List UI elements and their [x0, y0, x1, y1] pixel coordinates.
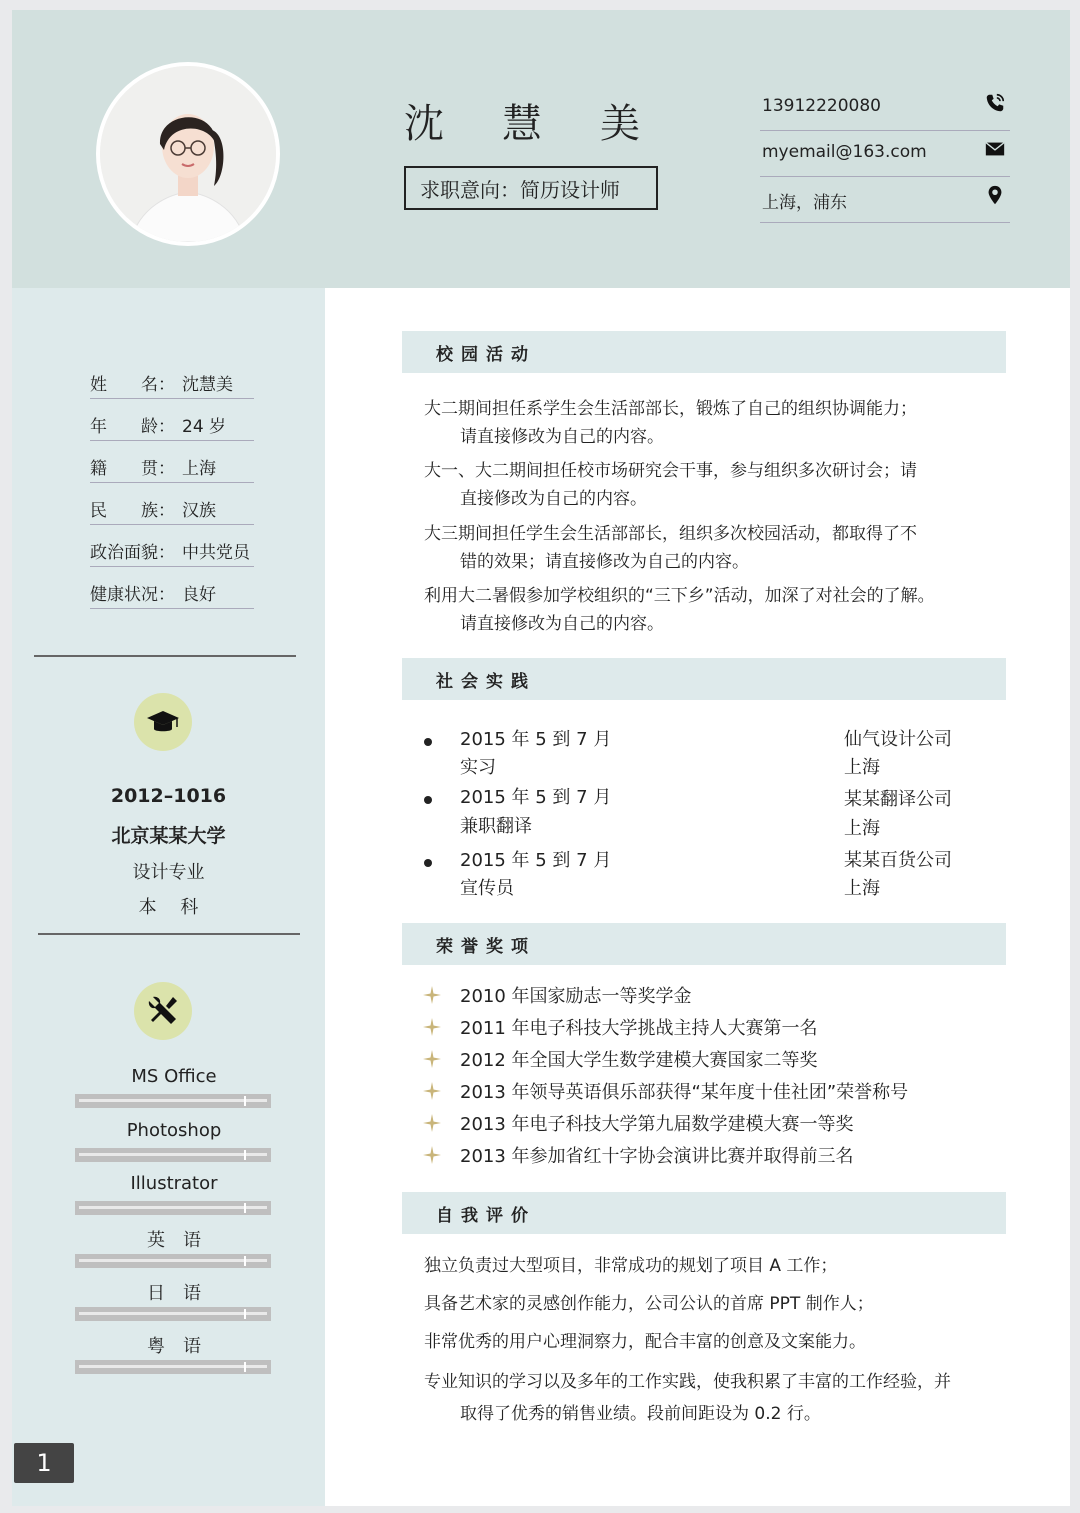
name-char: 沈: [404, 100, 444, 147]
star-icon: [422, 1145, 442, 1165]
info-label: 健康状况：: [90, 585, 175, 605]
honor-text: 2011 年电子科技大学挑战主持人大赛第一名: [460, 1018, 818, 1039]
skill-bar: [75, 1148, 271, 1162]
skill-bar-knob: [244, 1203, 246, 1213]
honor-item: [422, 1013, 818, 1041]
info-value: 良好: [182, 585, 216, 605]
star-icon: [422, 985, 442, 1005]
campus-item-line2: 请直接修改为自己的内容。: [460, 427, 664, 447]
sidebar: [12, 288, 325, 1506]
phone-icon: [984, 92, 1006, 114]
self-item-line2: 取得了优秀的销售业绩。段前间距设为 0.2 行。: [460, 1404, 821, 1424]
info-row: [90, 566, 254, 609]
practice-date: 2015 年 5 到 7 月: [460, 850, 612, 871]
self-item-line1: 具备艺术家的灵感创作能力，公司公认的首席 PPT 制作人；: [424, 1294, 874, 1314]
info-row: [90, 398, 254, 441]
section-practice-heading: 社会实践: [402, 658, 1006, 700]
skills-badge: [134, 982, 192, 1040]
campus-item: [424, 457, 984, 513]
education-years: 2012–1016: [110, 785, 227, 807]
skill-bar: [75, 1307, 271, 1321]
page-number-badge[interactable]: 1: [14, 1443, 74, 1483]
info-label: 民 族：: [90, 501, 175, 521]
contact-location: [760, 174, 1010, 223]
self-item-line1: 独立负责过大型项目，非常成功的规划了项目 A 工作；: [424, 1256, 838, 1276]
email-text: myemail@163.com: [762, 142, 927, 162]
profile-photo: [96, 62, 280, 246]
skill-bar-knob: [244, 1096, 246, 1106]
practice-role: 兼职翻译: [460, 816, 532, 837]
skill-bar: [75, 1254, 271, 1268]
phone-text: 13912220080: [762, 96, 881, 116]
divider: [38, 933, 300, 935]
info-row: [90, 356, 254, 399]
skill-name: 英 语: [147, 1230, 201, 1251]
practice-city: 上海: [844, 818, 880, 839]
skill-name: 日 语: [147, 1283, 201, 1304]
info-row: [90, 524, 254, 567]
contact-phone: [760, 82, 1010, 131]
campus-item-line1: 大一、大二期间担任校市场研究会干事，参与组织多次研讨会；请: [424, 461, 917, 481]
campus-item-line2: 请直接修改为自己的内容。: [460, 614, 664, 634]
honor-item: [422, 1045, 818, 1073]
skill-name: Illustrator: [130, 1173, 218, 1194]
candidate-name: [404, 88, 664, 152]
skill-bar: [75, 1201, 271, 1215]
skill-bar-fill: [79, 1206, 267, 1209]
honor-text: 2013 年参加省红十字协会演讲比赛并取得前三名: [460, 1146, 854, 1167]
practice-company: 仙气设计公司: [844, 729, 952, 750]
star-icon: [422, 1017, 442, 1037]
info-label: 政治面貌：: [90, 543, 175, 563]
info-label: 籍 贯：: [90, 459, 175, 479]
campus-item-line1: 大二期间担任系学生会生活部部长，锻炼了自己的组织协调能力；: [424, 399, 917, 419]
practice-date: 2015 年 5 到 7 月: [460, 729, 612, 750]
name-char: 美: [600, 100, 640, 147]
info-value: 中共党员: [182, 543, 250, 563]
practice-company: 某某翻译公司: [844, 789, 952, 810]
section-campus-heading: 校园活动: [402, 331, 1006, 373]
practice-city: 上海: [844, 757, 880, 778]
star-icon: [422, 1049, 442, 1069]
star-icon: [422, 1081, 442, 1101]
education-school: 北京某某大学: [111, 825, 226, 847]
skill-name: MS Office: [131, 1066, 217, 1087]
location-text: 上海，浦东: [762, 193, 847, 213]
info-label: 姓 名：: [90, 375, 175, 395]
skill-bar: [75, 1360, 271, 1374]
tools-icon: [145, 993, 181, 1029]
campus-item-line2: 错的效果；请直接修改为自己的内容。: [460, 552, 749, 572]
education-major: 设计专业: [132, 862, 205, 883]
campus-item-line1: 大三期间担任学生会生活部部长，组织多次校园活动，都取得了不: [424, 524, 917, 544]
self-item: [424, 1328, 984, 1356]
self-item: [424, 1252, 984, 1280]
skill-bar-fill: [79, 1365, 267, 1368]
info-value: 沈慧美: [182, 375, 233, 395]
practice-city: 上海: [844, 878, 880, 899]
campus-item: [424, 582, 984, 638]
skill-bar-fill: [79, 1312, 267, 1315]
education-degree: 本 科: [138, 897, 199, 918]
honor-text: 2012 年全国大学生数学建模大赛国家二等奖: [460, 1050, 818, 1071]
practice-company: 某某百货公司: [844, 850, 952, 871]
honor-text: 2010 年国家励志一等奖学金: [460, 986, 692, 1007]
info-value: 上海: [182, 459, 216, 479]
campus-item-line1: 利用大二暑假参加学校组织的“三下乡”活动，加深了对社会的了解。: [424, 586, 935, 606]
honor-item: [422, 1141, 854, 1169]
campus-item: [424, 520, 984, 576]
skill-bar-knob: [244, 1150, 246, 1160]
self-item-line1: 非常优秀的用户心理洞察力，配合丰富的创意及文案能力。: [424, 1332, 866, 1352]
skill-name: Photoshop: [126, 1120, 222, 1141]
contact-email: [760, 128, 1010, 177]
skill-bar-knob: [244, 1309, 246, 1319]
education-badge: [134, 693, 192, 751]
skill-bar-fill: [79, 1153, 267, 1156]
honor-item: [422, 1109, 854, 1137]
self-item: [424, 1290, 984, 1318]
info-value: 汉族: [182, 501, 216, 521]
info-label: 年 龄：: [90, 417, 175, 437]
section-honors-heading: 荣誉奖项: [402, 923, 1006, 965]
skill-bar-fill: [79, 1099, 267, 1102]
bullet: [424, 738, 432, 746]
star-icon: [422, 1113, 442, 1133]
honor-text: 2013 年领导英语俱乐部获得“某年度十佳社团”荣誉称号: [460, 1082, 909, 1103]
location-icon: [984, 184, 1006, 206]
info-value: 24 岁: [182, 417, 227, 437]
bullet: [424, 859, 432, 867]
skill-name: 粤 语: [147, 1336, 201, 1357]
divider: [34, 655, 296, 657]
honor-text: 2013 年电子科技大学第九届数学建模大赛一等奖: [460, 1114, 854, 1135]
info-row: [90, 482, 254, 525]
bullet: [424, 796, 432, 804]
practice-date: 2015 年 5 到 7 月: [460, 787, 612, 808]
name-char: 慧: [502, 100, 542, 147]
resume-page: [12, 10, 1070, 1506]
skill-bar: [75, 1094, 271, 1108]
self-item-line1: 专业知识的学习以及多年的工作实践，使我积累了丰富的工作经验，并: [424, 1372, 951, 1392]
graduation-cap-icon: [145, 704, 181, 740]
skill-bar-knob: [244, 1256, 246, 1266]
skill-bar-fill: [79, 1259, 267, 1262]
campus-item: [424, 395, 984, 451]
campus-item-line2: 直接修改为自己的内容。: [460, 489, 647, 509]
job-intent-box: 求职意向：简历设计师: [404, 166, 658, 210]
honor-item: [422, 1077, 908, 1105]
section-self-heading: 自我评价: [402, 1192, 1006, 1234]
skill-bar-knob: [244, 1362, 246, 1372]
practice-role: 实习: [460, 757, 496, 778]
honor-item: [422, 981, 692, 1009]
header: [12, 10, 1070, 288]
self-item: [424, 1366, 984, 1430]
practice-role: 宣传员: [460, 878, 514, 899]
info-row: [90, 440, 254, 483]
mail-icon: [984, 138, 1006, 160]
